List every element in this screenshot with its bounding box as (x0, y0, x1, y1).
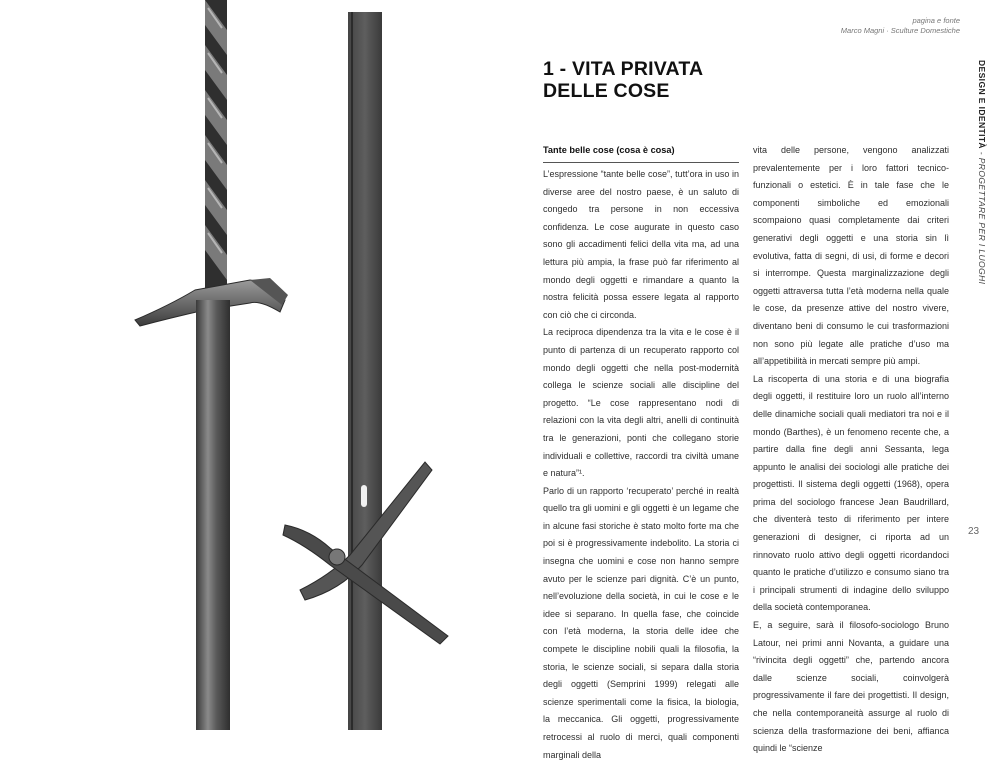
running-header (841, 16, 960, 36)
chapter-title-line-1: 1 - VITA PRIVATA (543, 58, 704, 80)
chapter-title (543, 58, 703, 102)
paragraph: vita delle persone, vengono analizzati prevalentemente per i loro fattori tecnico-funzionali o estetici. È in tale fase che le componenti simboliche ed emozionali scompaiono quasi completamente dai criteri generativi degli oggetti e una storia sin lì evolutiva, fatta di segni, di usi, di forme e decori si interrompe. Questa marginalizzazione degli oggetti attraversa tutta l’età moderna nella quale le cose, da presenze attive del nostro vivere, diventano beni di consumo le cui trasformazioni non sono più legate alle pratiche d’uso ma all’appetibilità in mercati sempre più ampi. (753, 145, 949, 367)
vertical-label-bold: DESIGN E IDENTITÀ (977, 60, 987, 149)
text-column-2 (753, 142, 949, 758)
vertical-label-rest: - PROGETTARE PER I LUOGHI (977, 148, 987, 285)
page-number: 23 (968, 526, 980, 537)
sculpture-photo (0, 0, 500, 730)
paragraph: La reciproca dipendenza tra la vita e le cose è il punto di partenza di un recuperato rapporto col mondo degli oggetti che nella post-modernità collega le scienze sociali alle discipline del progetto. “Le cose rappresentano nodi di relazioni con la vita degli altri, anelli di continuità tra le generazioni, ponti che collegano storie individuali e collettive, raccordi tra civiltà umane e natura”¹. (543, 327, 739, 479)
paragraph: Parlo di un rapporto ‘recuperato’ perché in realtà quello tra gli uomini e gli oggetti è un legame che in alcune fasi storiche è stato molto forte ma che poi si è progressivamente indebolito. La storia ci insegna che uomini e cose non hanno sempre avuto per le scienze pari dignità. C’è un punto, nell’evoluzione della società, in cui le cose e le idee si separano. In quella fase, che coincide con l’età moderna, la storia delle idee che compete le discipline nobili quali la filosofia, la storia, le scienze sociali, si separa dalla storia degli oggetti (Semprini 1999) relegati alle scienze sperimentali come la fisica, la biologia, la meccanica. Gli oggetti, progressivamente retrocessi al ruolo di merci, quali componenti marginali della (543, 485, 739, 760)
running-header-line-1: pagina e fonte (912, 16, 960, 25)
running-header-line-2: Marco Magni · Sculture Domestiche (840, 26, 960, 35)
pliers-bar-sculpture (283, 12, 448, 730)
vertical-section-label (973, 60, 987, 360)
section-heading: Tante belle cose (cosa è cosa) (543, 142, 739, 163)
twisted-bar-sculpture (135, 0, 288, 730)
chapter-title-line-2: DELLE COSE (543, 80, 670, 102)
paragraph: L’espressione “tante belle cose”, tutt’ora in uso in diverse aree del nostro paese, è un saluto di congedo tra persone in non eccessiva confidenza. Le cose augurate in questo caso sono gli accadimenti felici della vita ma, ad una lettura più ampia, la frase può far riferimento al mondo degli oggetti e rimandare a quanto la nostra felicità possa essere legata al rapporto con ciò che ci circonda. (543, 169, 739, 320)
paragraph: La riscoperta di una storia e di una biografia degli oggetti, il restituire loro un ruolo all’interno delle dinamiche sociali quali mediatori tra noi e il mondo (Barthes), è un fenomeno recente che, a partire dalla fine degli anni Sessanta, lega appunto le analisi dei sociologi alle pratiche dei progettisti. Il sistema degli oggetti (1968), opera prima del sociologo francese Jean Baudrillard, che diventerà testo di riferimento per intere generazioni di designer, ci riporta ad un rinnovato ruolo attivo degli oggetti ricordandoci quanto le pratiche d’utilizzo e consumo siano tra i principali strumenti di indagine dello sviluppo della società contemporanea. (753, 373, 949, 613)
paragraph: E, a seguire, sarà il filosofo-sociologo Bruno Latour, nei primi anni Novanta, a guidare una “rivincita degli oggetti” che, partendo ancora dalle scienze sociali, coinvolgerà progressivamente il fare dei progettisti. Il design, che nella contemporaneità assurge al ruolo di scienza della trasformazione dei beni, affianca quindi le “scienze (753, 620, 949, 754)
text-column-1 (543, 142, 739, 764)
